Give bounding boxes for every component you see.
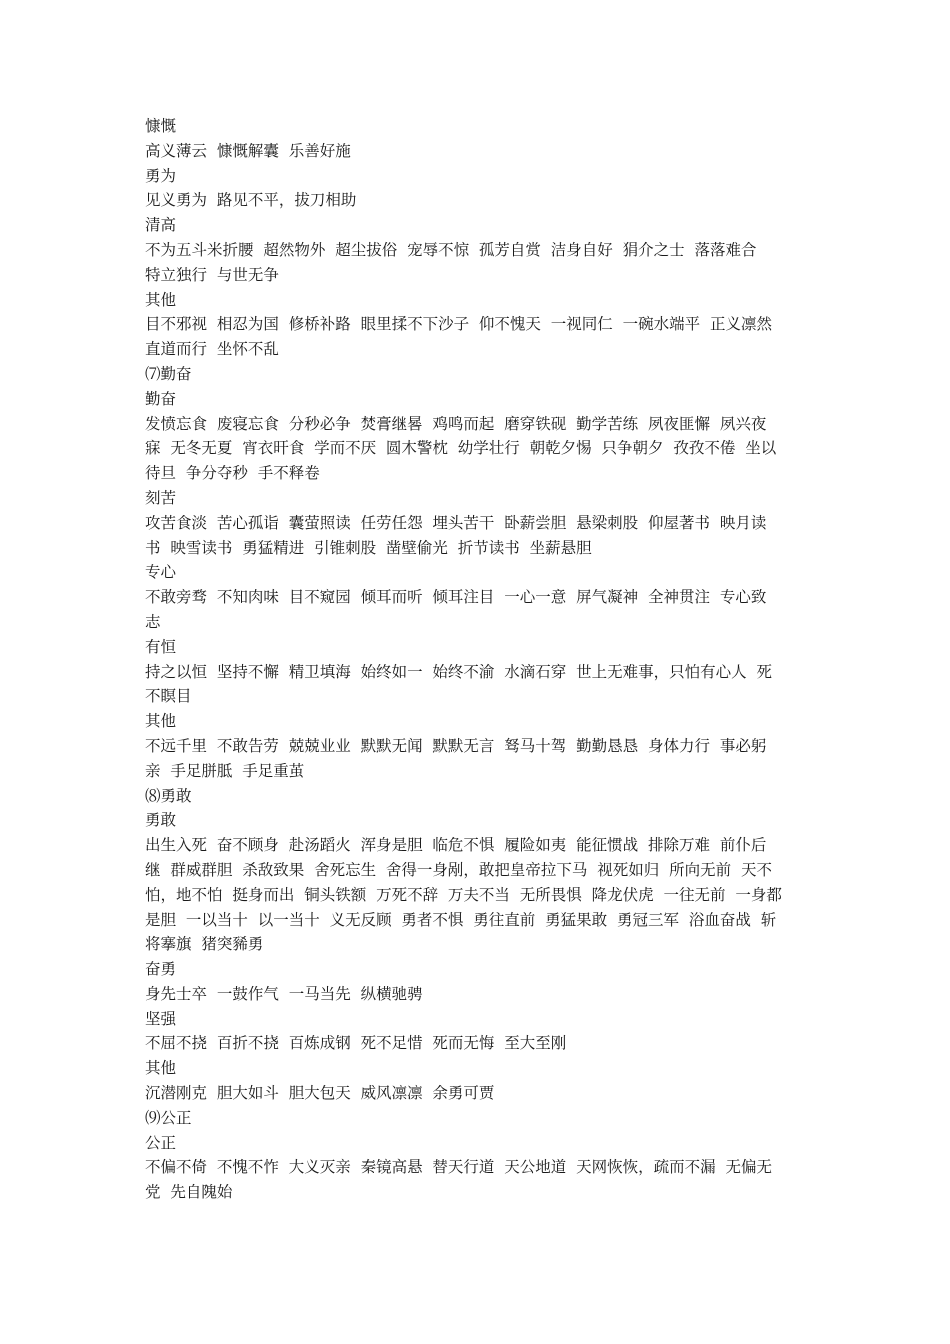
text-line: 将搴旗 猪突豨勇 — [145, 935, 264, 954]
heading-jianqiang: 坚强 — [145, 1009, 177, 1028]
text-line: 沉潜刚克 胆大如斗 胆大包天 威风凛凛 余勇可贾 — [145, 1084, 495, 1103]
text-line: 待旦 争分夺秒 手不释卷 — [145, 464, 320, 483]
heading-kuku: 刻苦 — [145, 488, 177, 507]
text-line: 出生入死 奋不顾身 赴汤蹈火 浑身是胆 临危不惧 履险如夷 能征惯战 排除万难 前仆后 — [145, 836, 767, 855]
heading-yonggan: 勇敢 — [145, 811, 177, 830]
heading-gongzheng: 公正 — [145, 1133, 177, 1152]
heading-qinfen: 勤奋 — [145, 389, 177, 408]
section-heading-yonggan: ⑻勇敢 — [145, 786, 192, 805]
section-heading-gongzheng: ⑼公正 — [145, 1108, 192, 1127]
text-line: 直道而行 坐怀不乱 — [145, 340, 279, 359]
document-body — [145, 114, 815, 1205]
heading-qita: 其他 — [145, 712, 177, 731]
text-line: 不屈不挠 百折不挠 百炼成钢 死不足惜 死而无悔 至大至刚 — [145, 1034, 567, 1053]
text-line: 寐 无冬无夏 宵衣旰食 学而不厌 圆木警枕 幼学壮行 朝乾夕惕 只争朝夕 孜孜不倦 坐以 — [145, 439, 777, 458]
heading-youheng: 有恒 — [145, 637, 177, 656]
text-line: 不瞑目 — [145, 687, 192, 706]
heading-qita: 其他 — [145, 290, 177, 309]
text-line: 身先士卒 一鼓作气 一马当先 纵横驰骋 — [145, 984, 423, 1003]
text-line: 特立独行 与世无争 — [145, 265, 279, 284]
heading-yongwei: 勇为 — [145, 166, 177, 185]
heading-zhuanxin: 专心 — [145, 563, 177, 582]
heading-fenyong: 奋勇 — [145, 960, 177, 979]
text-line: 发愤忘食 废寝忘食 分秒必争 焚膏继晷 鸡鸣而起 磨穿铁砚 勤学苦练 夙夜匪懈 夙兴夜 — [145, 414, 767, 433]
heading-qinggao: 清高 — [145, 216, 177, 235]
text-line: 攻苦食淡 苦心孤诣 囊萤照读 任劳任怨 埋头苦干 卧薪尝胆 悬梁刺股 仰屋著书 映月读 — [145, 513, 767, 532]
text-line: 怕，地不怕 挺身而出 铜头铁额 万死不辞 万夫不当 无所畏惧 降龙伏虎 一往无前 一身都 — [145, 885, 782, 904]
text-line: 党 先自隗始 — [145, 1183, 233, 1202]
text-line: 持之以恒 坚持不懈 精卫填海 始终如一 始终不渝 水滴石穿 世上无难事，只怕有心人 死 — [145, 662, 772, 681]
text-line: 高义薄云 慷慨解囊 乐善好施 — [145, 141, 351, 160]
text-line: 见义勇为 路见不平，拔刀相助 — [145, 191, 357, 210]
heading-qita: 其他 — [145, 1059, 177, 1078]
section-heading-qinfen: ⑺勤奋 — [145, 364, 192, 383]
text-line: 不为五斗米折腰 超然物外 超尘拔俗 宠辱不惊 孤芳自赏 洁身自好 狷介之士 落落难合 — [145, 240, 757, 259]
text-line: 继 群威群胆 杀敌致果 舍死忘生 舍得一身剐，敢把皇帝拉下马 视死如归 所向无前 天不 — [145, 860, 772, 879]
text-line: 目不邪视 相忍为国 修桥补路 眼里揉不下沙子 仰不愧天 一视同仁 一碗水端平 正义凛然 — [145, 315, 772, 334]
text-line: 是胆 一以当十 以一当十 义无反顾 勇者不惧 勇往直前 勇猛果敢 勇冠三军 浴血奋战 斩 — [145, 910, 777, 929]
text-line: 志 — [145, 612, 161, 631]
text-line: 不敢旁骛 不知肉味 目不窥园 倾耳而听 倾耳注目 一心一意 屏气凝神 全神贯注 专心致 — [145, 588, 767, 607]
text-line: 不偏不倚 不愧不怍 大义灭亲 秦镜高悬 替天行道 天公地道 天网恢恢，疏而不漏 无偏无 — [145, 1158, 772, 1177]
text-line: 亲 手足胼胝 手足重茧 — [145, 761, 305, 780]
heading-kangkai: 慷慨 — [145, 117, 177, 135]
text-line: 不远千里 不敢告劳 兢兢业业 默默无闻 默默无言 驽马十驾 勤勤恳恳 身体力行 事必躬 — [145, 736, 767, 755]
text-line: 书 映雪读书 勇猛精进 引锥刺股 凿壁偷光 折节读书 坐薪悬胆 — [145, 538, 592, 557]
